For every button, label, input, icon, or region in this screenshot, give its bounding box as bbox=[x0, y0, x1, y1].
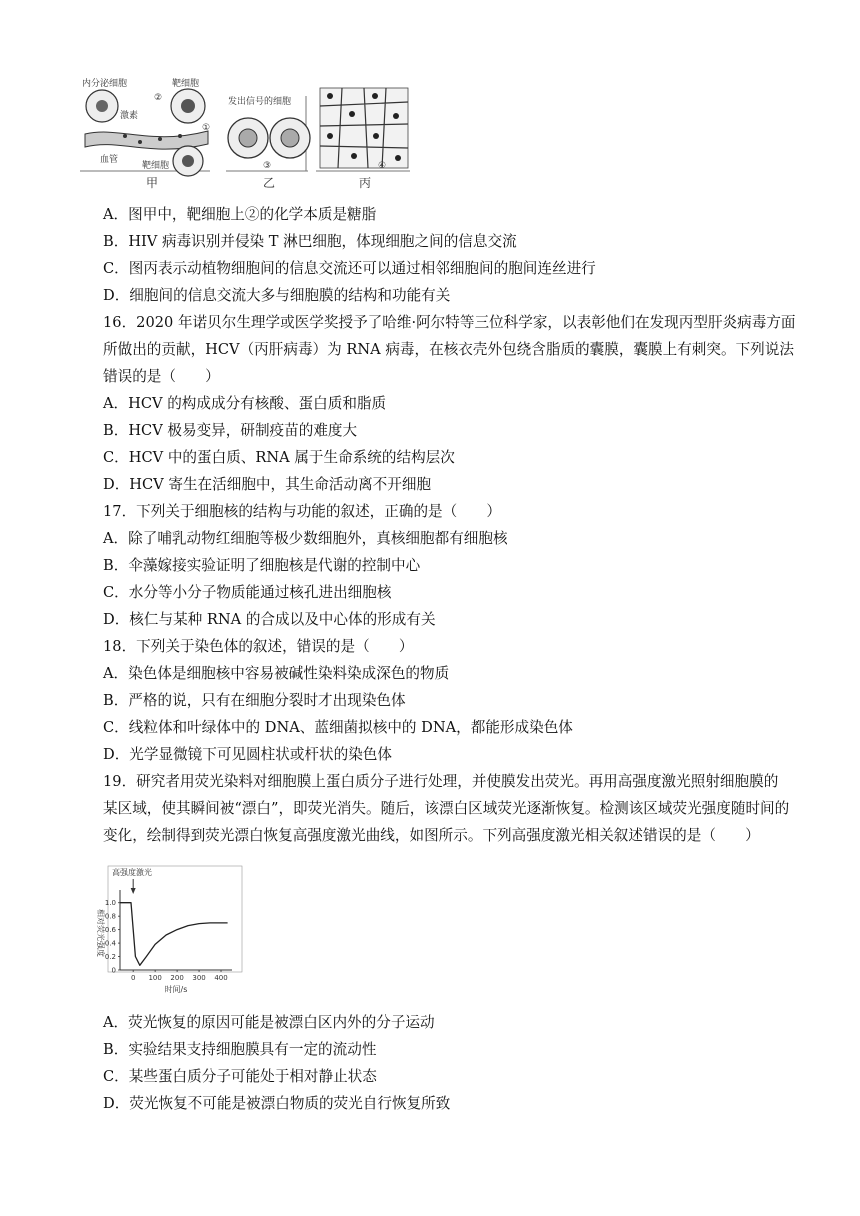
x-tick-label: 400 bbox=[214, 974, 228, 982]
x-tick-label: 300 bbox=[192, 974, 206, 982]
label-hormone: 激素 bbox=[120, 111, 139, 121]
y-tick-label: 0.2 bbox=[104, 953, 116, 962]
q16-stem-line-2: 所做出的贡献，HCV（丙肝病毒）为 RNA 病毒，在核衣壳外包绕含脂质的囊膜，囊膜上有刺突。下列说法 bbox=[103, 341, 794, 358]
q19-option-d: D．荧光恢复不可能是被漂白物质的荧光自行恢复所致 bbox=[103, 1095, 451, 1112]
q18-stem: 18．下列关于染色体的叙述，错误的是（ ） bbox=[103, 638, 414, 655]
x-tick-label: 100 bbox=[148, 974, 162, 982]
q19-option-a: A．荧光恢复的原因可能是被漂白区内外的分子运动 bbox=[103, 1014, 435, 1031]
y-tick-label: 0.6 bbox=[104, 926, 116, 935]
y-tick-label: 0.8 bbox=[104, 912, 116, 921]
q17-option-b: B．伞藻嫁接实验证明了细胞核是代谢的控制中心 bbox=[103, 557, 421, 574]
q16-stem-line-1: 16．2020 年诺贝尔生理学或医学奖授予了哈维·阿尔特等三位科学家，以表彰他们在发现丙型肝炎病毒方面 bbox=[103, 314, 796, 331]
q16-option-c: C．HCV 中的蛋白质、RNA 属于生命系统的结构层次 bbox=[103, 449, 455, 466]
x-tick-label: 0 bbox=[130, 974, 136, 982]
caption-jia: 甲 bbox=[146, 176, 159, 190]
y-tick-label: 0 bbox=[111, 966, 116, 975]
caption-bing: 丙 bbox=[359, 176, 372, 190]
q17-option-d: D．核仁与某种 RNA 的合成以及中心体的形成有关 bbox=[103, 611, 436, 628]
q18-option-c: C．线粒体和叶绿体中的 DNA、蓝细菌拟核中的 DNA，都能形成染色体 bbox=[103, 719, 573, 736]
diagram-yi bbox=[226, 95, 310, 171]
q16-stem-line-3: 错误的是（ ） bbox=[103, 368, 220, 385]
q18-option-a: A．染色体是细胞核中容易被碱性染料染成深色的物质 bbox=[103, 665, 450, 682]
q19-stem-line-2: 某区域，使其瞬间被“漂白”，即荧光消失。随后，该漂白区域荧光逐渐恢复。检测该区域荧光强度随时间的 bbox=[103, 800, 790, 817]
q19-option-c: C．某些蛋白质分子可能处于相对静止状态 bbox=[103, 1068, 377, 1085]
y-tick-label: 0.4 bbox=[104, 939, 116, 948]
q17-option-c: C．水分等小分子物质能通过核孔进出细胞核 bbox=[103, 584, 392, 601]
q15-option-c: C．图丙表示动植物细胞间的信息交流还可以通过相邻细胞间的胞间连丝进行 bbox=[103, 260, 596, 277]
label-target-cell-bottom: 靶细胞 bbox=[142, 161, 170, 171]
q16-option-a: A．HCV 的构成成分有核酸、蛋白质和脂质 bbox=[103, 395, 387, 412]
q17-option-a: A．除了哺乳动物红细胞等极少数细胞外，真核细胞都有细胞核 bbox=[103, 530, 508, 547]
q15-option-b: B．HIV 病毒识别并侵染 T 淋巴细胞，体现细胞之间的信息交流 bbox=[103, 233, 517, 250]
label-signal-cell: 发出信号的细胞 bbox=[228, 97, 292, 107]
q17-stem: 17．下列关于细胞核的结构与功能的叙述，正确的是（ ） bbox=[103, 503, 502, 520]
frap-chart-svg bbox=[80, 858, 250, 1006]
q15-option-d: D．细胞间的信息交流大多与细胞膜的结构和功能有关 bbox=[103, 287, 451, 304]
q15-option-a: A．图甲中，靶细胞上②的化学本质是糖脂 bbox=[103, 206, 377, 223]
chart-title: 高强度激光 bbox=[112, 868, 152, 877]
q16-option-b: B．HCV 极易变异，研制疫苗的难度大 bbox=[103, 422, 358, 439]
q18-option-d: D．光学显微镜下可见圆柱状或杆状的染色体 bbox=[103, 746, 392, 763]
q18-option-b: B．严格的说，只有在细胞分裂时才出现染色体 bbox=[103, 692, 406, 709]
q19-stem-line-1: 19．研究者用荧光染料对细胞膜上蛋白质分子进行处理，并使膜发出荧光。再用高强度激光照射细胞膜的 bbox=[103, 773, 779, 790]
label-n1: ① bbox=[202, 123, 211, 133]
label-n4: ④ bbox=[378, 161, 387, 171]
x-axis-label: 时间/s bbox=[164, 985, 188, 994]
diagram-bing bbox=[316, 88, 410, 171]
figure-cell-communication bbox=[80, 76, 420, 194]
series-line bbox=[120, 903, 228, 966]
label-vessel: 血管 bbox=[100, 155, 119, 165]
fluorescence-recovery-chart bbox=[80, 858, 250, 1006]
label-target-cell-top: 靶细胞 bbox=[172, 79, 200, 89]
label-n2: ② bbox=[154, 93, 163, 103]
label-n3: ③ bbox=[263, 161, 272, 171]
q19-option-b: B．实验结果支持细胞膜具有一定的流动性 bbox=[103, 1041, 377, 1058]
q16-option-d: D．HCV 寄生在活细胞中，其生命活动离不开细胞 bbox=[103, 476, 432, 493]
q19-stem-line-3: 变化，绘制得到荧光漂白恢复高强度激光曲线，如图所示。下列高强度激光相关叙述错误的是（ ） bbox=[103, 827, 760, 844]
caption-yi: 乙 bbox=[263, 176, 276, 190]
chart-frame bbox=[108, 866, 242, 972]
y-axis-label: 相对荧光强度 bbox=[96, 909, 105, 957]
label-endocrine-cell: 内分泌细胞 bbox=[82, 79, 128, 89]
diagram-jia bbox=[80, 77, 210, 176]
y-tick-label: 1.0 bbox=[104, 899, 116, 908]
x-tick-label: 200 bbox=[170, 974, 184, 982]
laser-arrow-head bbox=[131, 888, 136, 894]
